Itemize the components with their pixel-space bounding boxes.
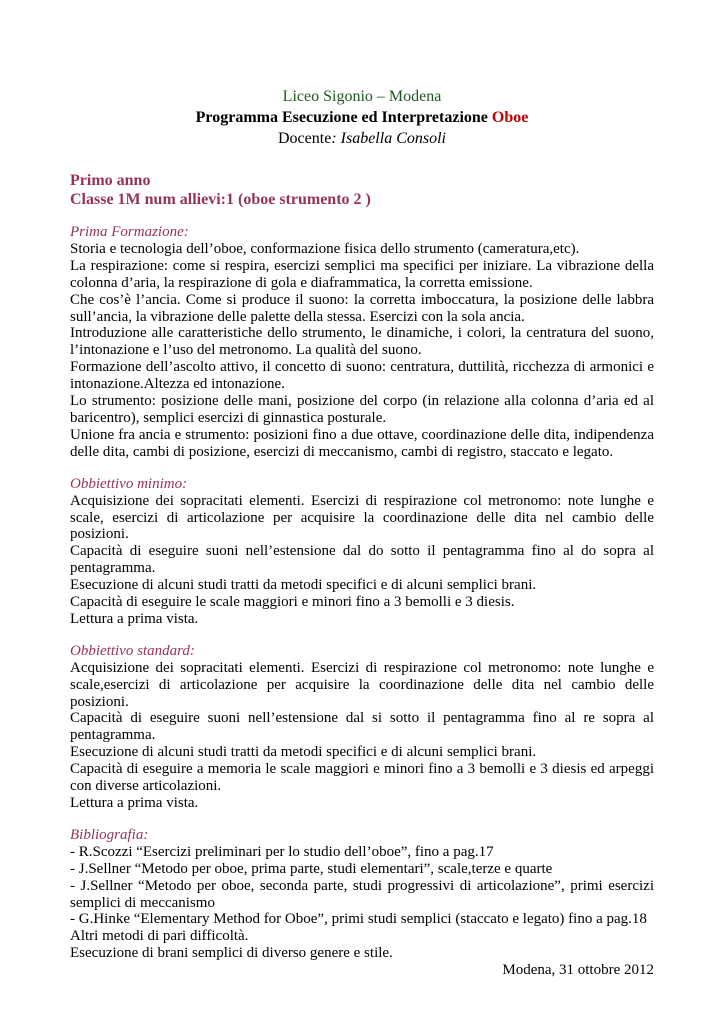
section-title-minimo: Obbiettivo minimo: bbox=[70, 475, 188, 492]
bibliography-item: - G.Hinke “Elementary Method for Oboe”, primi studi semplici (staccato e legato) fino a pag.18 bbox=[70, 911, 647, 928]
bibliography-item: - J.Sellner “Metodo per oboe, seconda parte, studi progressivi di articolazione”, primi esercizi semplici di meccanismo bbox=[70, 877, 654, 911]
section-title-formazione: Prima Formazione: bbox=[70, 224, 189, 240]
paragraph: Unione fra ancia e strumento: posizioni fino a due ottave, coordinazione delle dita, indipendenza delle dita, cambi di posizione, esercizi di meccanismo, cambi di registro, staccato e legato. bbox=[70, 426, 654, 460]
document-header bbox=[70, 86, 654, 149]
bibliography-item: Esecuzione di brani semplici di diverso genere e stile. bbox=[70, 945, 393, 962]
paragraph: Capacità di eseguire a memoria le scale maggiori e minori fino a 3 bemolli e 3 diesis ed arpeggi con diverse articolazioni. bbox=[70, 761, 654, 795]
paragraph: Storia e tecnologia dell’oboe, conformazione fisica dello strumento (cameratura,etc). bbox=[70, 240, 580, 257]
paragraph: Lettura a prima vista. bbox=[70, 795, 199, 811]
bibliography-item: - R.Scozzi “Esercizi preliminari per lo studio dell’oboe”, fino a pag.17 bbox=[70, 843, 494, 860]
program-instrument: Oboe bbox=[491, 109, 529, 126]
bibliography-item: Altri metodi di pari difficoltà. bbox=[70, 928, 249, 945]
paragraph: Esecuzione di alcuni studi tratti da metodi specifici e di alcuni semplici brani. bbox=[70, 744, 537, 761]
program-title-prefix: Programma Esecuzione ed Interpretazione bbox=[195, 109, 492, 126]
paragraph: Lo strumento: posizione delle mani, posizione del corpo (in relazione alla colonna d’aria ed al baricentro), semplici esercizi di ginnastica posturale. bbox=[70, 393, 654, 426]
section-title-standard: Obbiettivo standard: bbox=[70, 642, 195, 659]
paragraph: Che cos’è l’ancia. Come si produce il suono: la corretta imboccatura, la posizione delle labbra sull’ancia, la vibrazione delle palette della stessa. Esercizi con la sola ancia. bbox=[70, 291, 654, 325]
year-heading bbox=[70, 171, 654, 209]
paragraph: Introduzione alle caratteristiche dello strumento, le dinamiche, i colori, la centratura del suono, l’intonazione e l’uso del metronomo. La qualità del suono. bbox=[70, 325, 654, 359]
document-date: Modena, 31 ottobre 2012 bbox=[502, 962, 654, 979]
bibliography-item: - J.Sellner “Metodo per oboe, prima parte, studi elementari”, scale,terze e quarte bbox=[70, 860, 553, 877]
paragraph: Lettura a prima vista. bbox=[70, 610, 199, 627]
school-name: Liceo Sigonio – Modena bbox=[282, 88, 442, 105]
paragraph: La respirazione: come si respira, esercizi semplici ma specifici per iniziare. La vibrazione della colonna d’aria, la respirazione di gola e diaframmatica, la corretta emissione. bbox=[70, 257, 654, 291]
teacher-line bbox=[70, 128, 654, 149]
teacher-label: Docente bbox=[278, 130, 332, 147]
paragraph: Capacità di eseguire suoni nell’estensione dal do sotto il pentagramma fino al do sopra al pentagramma. bbox=[70, 543, 654, 577]
class-line: Classe 1M num allievi:1 (oboe strumento 2 ) bbox=[70, 191, 371, 208]
paragraph: Esecuzione di alcuni studi tratti da metodi specifici e di alcuni semplici brani. bbox=[70, 577, 537, 594]
section-title-bibliografia: Bibliografia: bbox=[70, 826, 149, 843]
paragraph: Formazione dell’ascolto attivo, il concetto di suono: centratura, duttilità, ricchezza di armonici e intonazione.Altezza ed intonazione. bbox=[70, 359, 654, 393]
paragraph: Capacità di eseguire le scale maggiori e minori fino a 3 bemolli e 3 diesis. bbox=[70, 594, 515, 611]
paragraph: Acquisizione dei sopracitati elementi. Esercizi di respirazione col metronomo: note lunghe e scale,esercizi di articolazione per acquisire la coordinazione delle dita nel cambio delle posizioni. bbox=[70, 659, 654, 710]
year-title: Primo anno bbox=[70, 172, 151, 189]
program-title bbox=[70, 107, 654, 128]
teacher-name: : Isabella Consoli bbox=[331, 130, 446, 147]
paragraph: Capacità di eseguire suoni nell’estensione dal si sotto il pentagramma fino al re sopra al pentagramma. bbox=[70, 710, 654, 744]
paragraph: Acquisizione dei sopracitati elementi. Esercizi di respirazione col metronomo: note lunghe e scale, esercizi di articolazione per acquisire la coordinazione delle dita nel cambio delle posizioni. bbox=[70, 492, 654, 543]
